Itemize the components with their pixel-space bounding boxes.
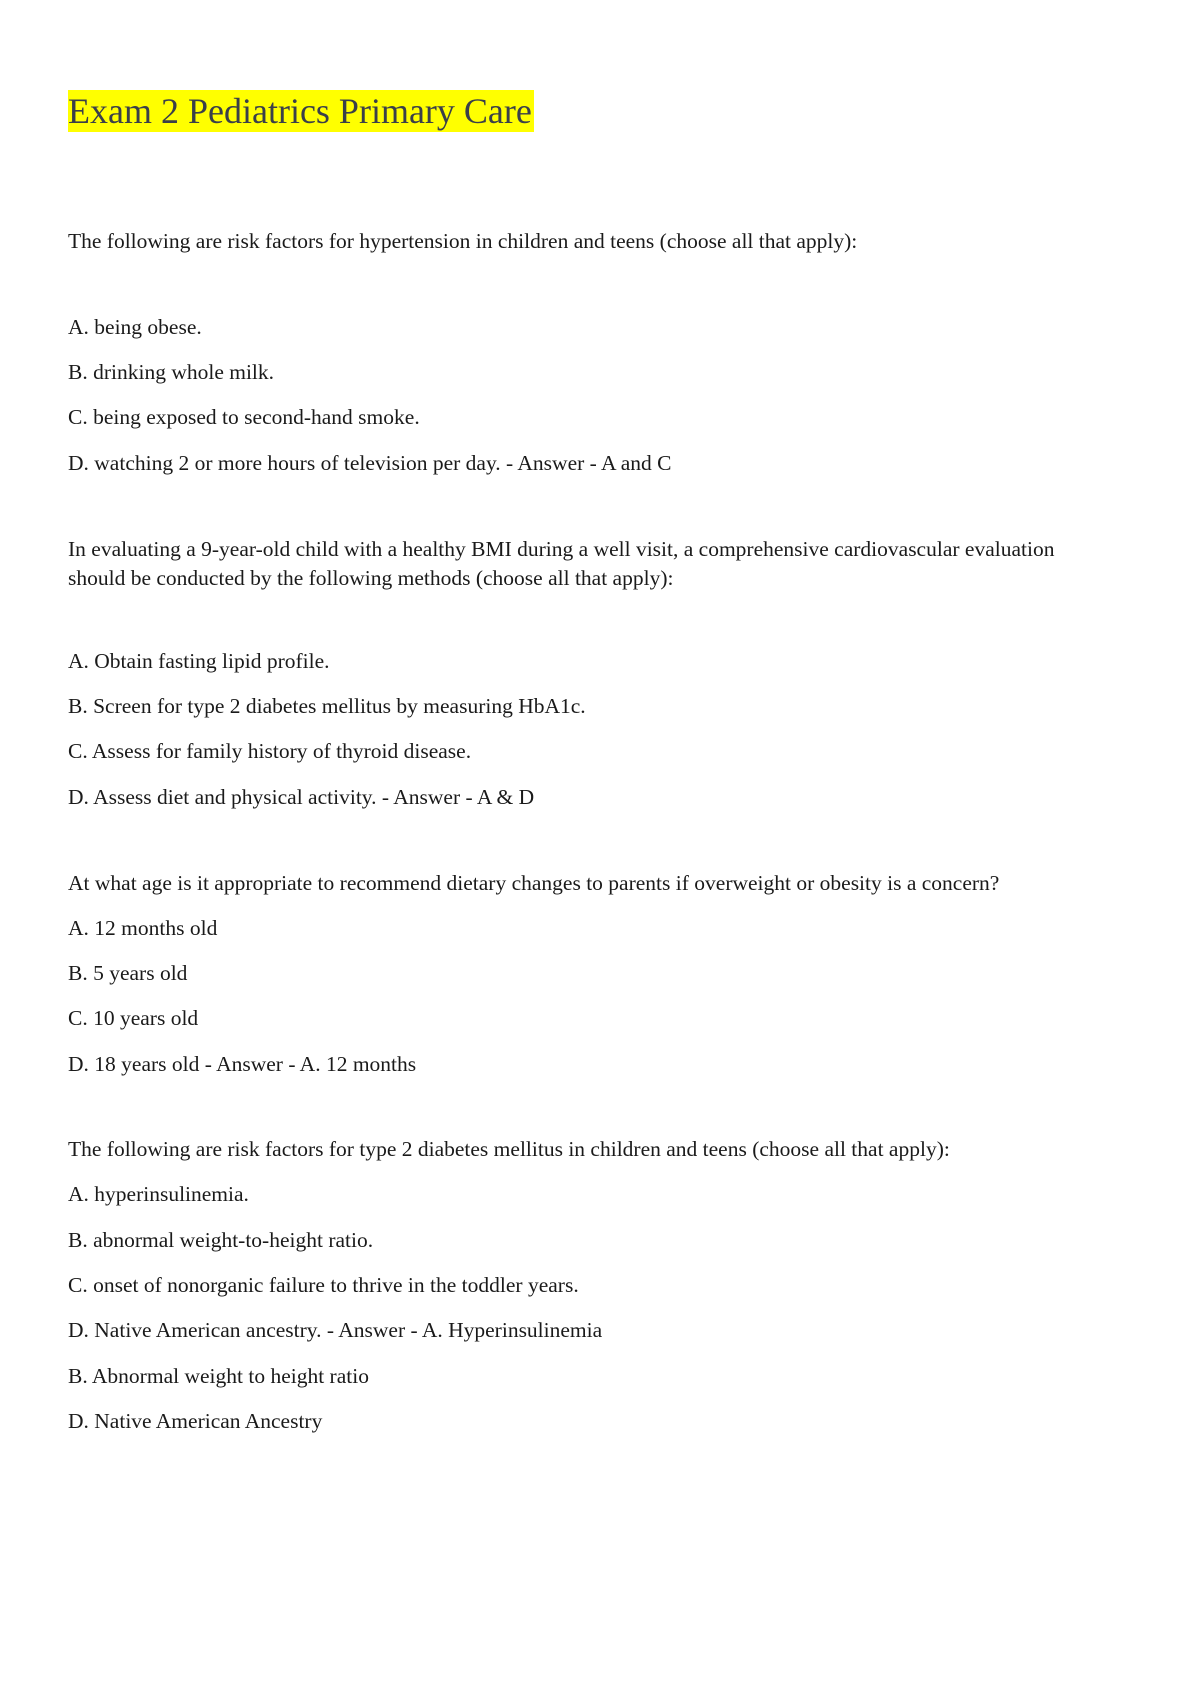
question-3-option-a: A. 12 months old [68, 916, 218, 940]
question-1-option-a: A. being obese. [68, 315, 202, 339]
question-4-text: The following are risk factors for type 2 diabetes mellitus in children and teens (choose all that apply): [68, 1137, 950, 1161]
question-2-option-d-answer: D. Assess diet and physical activity. - Answer - A & D [68, 785, 535, 809]
question-3-text: At what age is it appropriate to recommend dietary changes to parents if overweight or obesity is a concern? [68, 871, 1000, 895]
question-2-text: In evaluating a 9-year-old child with a healthy BMI during a well visit, a comprehensive cardiovascular evaluation should be conducted by the following methods (choose all that apply): [68, 537, 1055, 590]
question-4-option-d-answer: D. Native American ancestry. - Answer - A. Hyperinsulinemia [68, 1318, 603, 1342]
question-4-option-c: C. onset of nonorganic failure to thrive in the toddler years. [68, 1273, 579, 1297]
question-4-option-b: B. abnormal weight-to-height ratio. [68, 1228, 374, 1252]
page-title: Exam 2 Pediatrics Primary Care [68, 91, 532, 131]
question-2-option-c: C. Assess for family history of thyroid disease. [68, 739, 472, 763]
question-4-answer-b: B. Abnormal weight to height ratio [68, 1364, 369, 1388]
question-1-option-b: B. drinking whole milk. [68, 360, 275, 384]
question-1-option-c: C. being exposed to second-hand smoke. [68, 405, 420, 429]
question-4-option-a: A. hyperinsulinemia. [68, 1182, 249, 1206]
question-1-option-d-answer: D. watching 2 or more hours of television per day. - Answer - A and C [68, 451, 672, 475]
question-2-option-a: A. Obtain fasting lipid profile. [68, 649, 330, 673]
question-3-option-b: B. 5 years old [68, 961, 188, 985]
question-2-option-b: B. Screen for type 2 diabetes mellitus by measuring HbA1c. [68, 694, 586, 718]
question-4-answer-d: D. Native American Ancestry [68, 1409, 323, 1433]
question-1-text: The following are risk factors for hypertension in children and teens (choose all that apply): [68, 229, 858, 253]
question-3-option-c: C. 10 years old [68, 1006, 199, 1030]
question-3-option-d-answer: D. 18 years old - Answer - A. 12 months [68, 1052, 417, 1076]
